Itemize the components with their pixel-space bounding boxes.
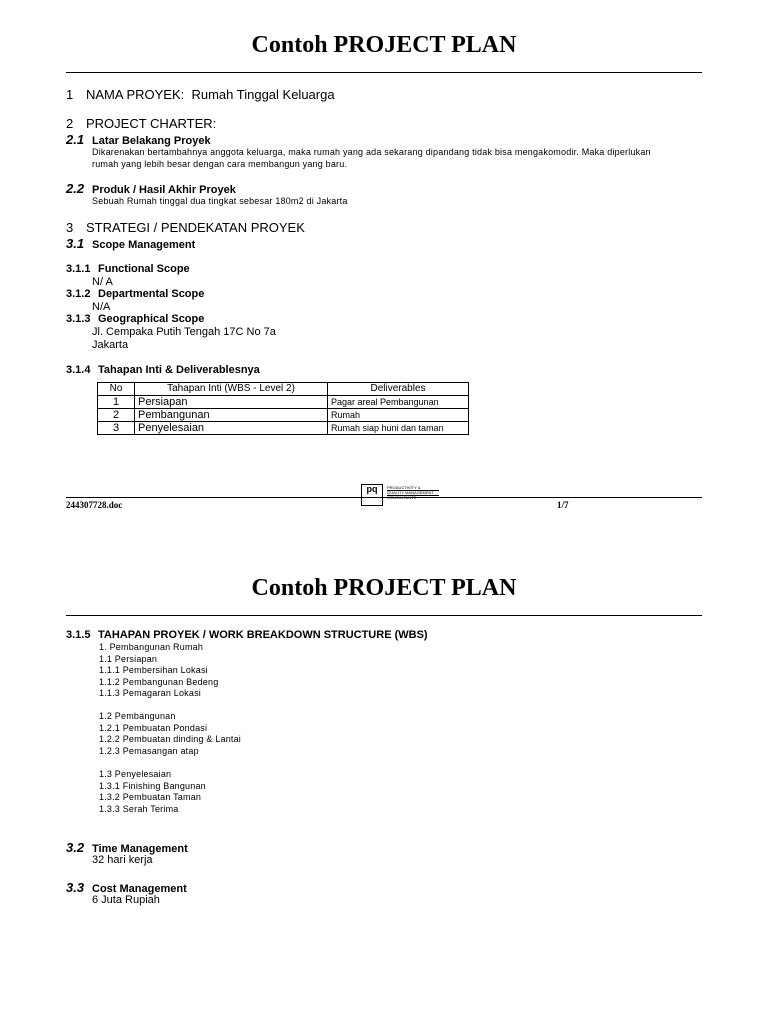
logo-line xyxy=(387,495,439,496)
section-label: STRATEGI / PENDEKATAN PROYEK xyxy=(86,220,305,235)
background-text-line-2: rumah yang lebih besar dengan cara membangun yang baru. xyxy=(92,159,348,169)
section-label: Tahapan Inti & Deliverablesnya xyxy=(98,364,260,376)
logo-caption-line: QUALITY MANAGEMENT xyxy=(387,490,434,495)
table-cell: Persiapan xyxy=(135,396,328,409)
table-row xyxy=(98,422,469,435)
section-3-1-3-heading xyxy=(66,313,204,325)
table-cell: Pagar areal Pembangunan xyxy=(328,396,469,409)
wbs-item: 1.2.2 Pembuatan dinding & Lantai xyxy=(99,734,242,744)
section-3-1-1-heading xyxy=(66,263,190,275)
wbs-item: 1.1 Persiapan xyxy=(99,654,158,664)
table-cell: Pembangunan xyxy=(135,409,328,422)
section-3-1-4-heading xyxy=(66,364,260,376)
deliverables-table xyxy=(97,382,469,435)
section-3-1-5-heading xyxy=(66,629,428,641)
background-text-line-1: Dikarenakan bertambahnya anggota keluarga, maka rumah yang ada sekarang dipandang tidak bisa mengakomodir. Maka diperlukan xyxy=(92,147,651,157)
wbs-item: 1.1.2 Pembangunan Bedeng xyxy=(99,677,219,687)
table-cell: 2 xyxy=(98,409,135,422)
title-rule-2 xyxy=(66,615,702,616)
table-cell: Rumah siap huni dan taman xyxy=(328,422,469,435)
logo-caption-line: PRODUCTIVITY & xyxy=(387,485,421,490)
table-cell: Penyelesaian xyxy=(135,422,328,435)
wbs-item: 1.1.1 Pembersihan Lokasi xyxy=(99,665,208,675)
wbs-item: 1.2.1 Pembuatan Pondasi xyxy=(99,723,208,733)
cost-management-value: 6 Juta Rupiah xyxy=(92,894,160,906)
section-label: Cost Management xyxy=(92,883,187,895)
section-label: Departmental Scope xyxy=(98,288,205,300)
section-label: Geographical Scope xyxy=(98,313,205,325)
logo-mark: pq xyxy=(361,484,383,506)
section-3-1-2-heading xyxy=(66,288,204,300)
section-label: PROJECT CHARTER: xyxy=(86,116,217,131)
table-header-no: No xyxy=(98,383,135,396)
section-number: 3.1.2 xyxy=(66,288,91,300)
time-management-value: 32 hari kerja xyxy=(92,854,153,866)
logo-line xyxy=(387,490,439,491)
table-header-tahapan: Tahapan Inti (WBS - Level 2) xyxy=(135,383,328,396)
section-3-3-heading xyxy=(66,880,187,895)
table-cell: 3 xyxy=(98,422,135,435)
section-number: 3.1.4 xyxy=(66,364,91,376)
footer-page-number: 1/7 xyxy=(557,500,569,510)
table-cell: Rumah xyxy=(328,409,469,422)
departmental-scope-value: N/A xyxy=(92,301,111,313)
section-3-heading xyxy=(66,220,305,235)
section-number: 3.1 xyxy=(66,236,85,251)
section-number: 2.1 xyxy=(66,132,85,147)
wbs-item: 1.3.2 Pembuatan Taman xyxy=(99,792,202,802)
wbs-item: 1.2.3 Pemasangan atap xyxy=(99,746,199,756)
section-3-1-heading xyxy=(66,236,195,251)
geographical-scope-line-2: Jakarta xyxy=(92,339,129,351)
logo-caption-line: CONSULTANTS xyxy=(387,495,417,500)
wbs-item: 1.2 Pembangunan xyxy=(99,711,176,721)
table-header-deliverables: Deliverables xyxy=(328,383,469,396)
section-label: NAMA PROYEK: xyxy=(86,87,185,102)
page-title-2: Contoh PROJECT PLAN xyxy=(251,575,517,601)
section-number: 3.3 xyxy=(66,880,85,895)
section-number: 1 xyxy=(66,87,74,102)
wbs-item: 1.3 Penyelesaian xyxy=(99,769,172,779)
section-label: TAHAPAN PROYEK / WORK BREAKDOWN STRUCTURE (WBS) xyxy=(98,629,428,641)
section-number: 2 xyxy=(66,116,74,131)
section-number: 3 xyxy=(66,220,74,235)
section-2-2-heading xyxy=(66,181,236,196)
table-row xyxy=(98,396,469,409)
section-number: 3.2 xyxy=(66,840,85,855)
project-name: Rumah Tinggal Keluarga xyxy=(191,87,335,102)
wbs-item: 1.1.3 Pemagaran Lokasi xyxy=(99,688,201,698)
section-number: 2.2 xyxy=(66,181,85,196)
table-row xyxy=(98,409,469,422)
table-header-row xyxy=(98,383,469,396)
footer-rule xyxy=(66,497,702,498)
section-label: Produk / Hasil Akhir Proyek xyxy=(92,184,236,196)
wbs-item: 1. Pembangunan Rumah xyxy=(99,642,204,652)
geographical-scope-line-1: Jl. Cempaka Putih Tengah 17C No 7a xyxy=(92,326,276,338)
section-label: Functional Scope xyxy=(98,263,190,275)
section-label: Time Management xyxy=(92,843,188,855)
section-label: Latar Belakang Proyek xyxy=(92,135,211,147)
section-number: 3.1.1 xyxy=(66,263,91,275)
wbs-item: 1.3.1 Finishing Bangunan xyxy=(99,781,206,791)
footer-doc-name: 244307728.doc xyxy=(66,500,123,510)
section-1-heading xyxy=(66,87,335,102)
section-number: 3.1.3 xyxy=(66,313,91,325)
title-rule xyxy=(66,72,702,73)
page-title: Contoh PROJECT PLAN xyxy=(251,32,517,58)
table-cell: 1 xyxy=(98,396,135,409)
functional-scope-value: N/ A xyxy=(92,276,113,288)
section-number: 3.1.5 xyxy=(66,629,91,641)
section-3-2-heading xyxy=(66,840,188,855)
section-label: Scope Management xyxy=(92,239,196,251)
wbs-item: 1.3.3 Serah Terima xyxy=(99,804,179,814)
section-2-heading xyxy=(66,116,216,131)
product-text: Sebuah Rumah tinggal dua tingkat sebesar 180m2 di Jakarta xyxy=(92,196,348,206)
section-2-1-heading xyxy=(66,132,211,147)
